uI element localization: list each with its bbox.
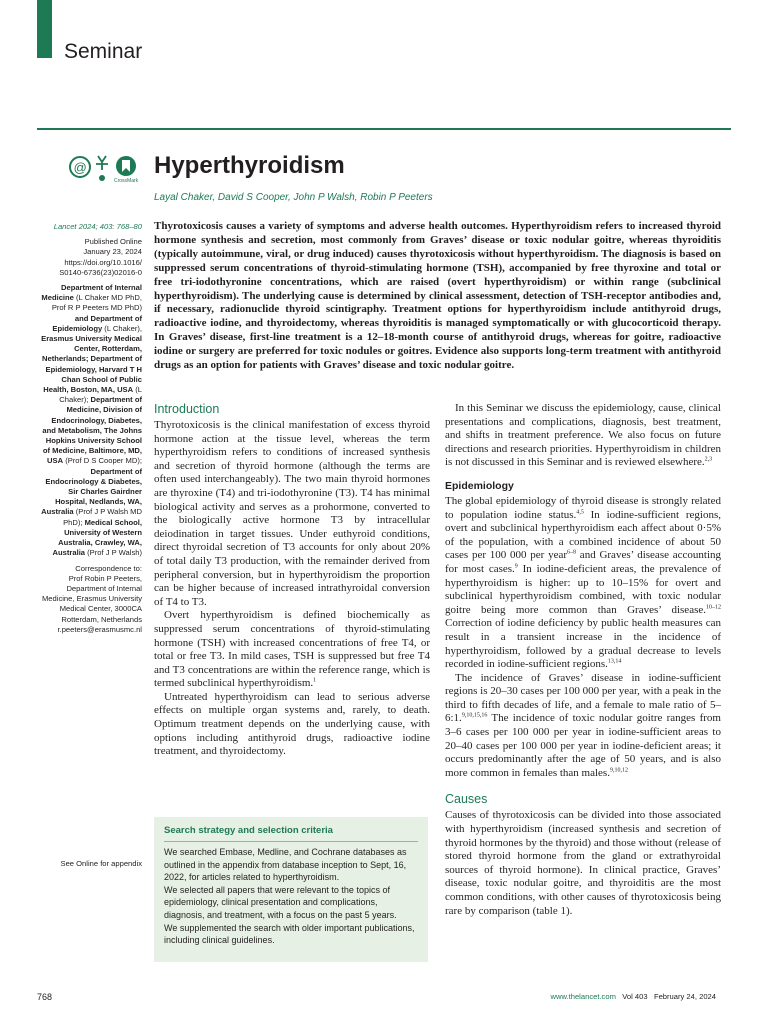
published-online-label: Published Online — [84, 237, 142, 247]
panel-paragraph: We searched Embase, Medline, and Cochrane databases as outlined in the appendix from database inception to Sept, 16, 2022, for articles related to hyperthyroidism. — [164, 847, 407, 883]
reference-marker[interactable]: 1 — [313, 677, 317, 684]
affiliations: Department of Internal Medicine (L Chaker MD PhD, Prof R P Peeters MD PhD) and Department of Epidemiology (L Chaker), Erasmus University Medical Center, Rotterdam, Netherlands; Department of Epidemiology, Harvard T H Chan School of Public Health, Boston, MA, USA (L Chaker); Department of Medicine, Division of Endocrinology, Diabetes, and Metabolism, The Johns Hopkins University School of Medicine, Baltimore, MD, USA (Prof D S Cooper MD); Department of Endocrinology & Diabetes, Sir Charles Gairdner Hospital, Nedlands, WA, Australia (Prof J P Walsh MD PhD); Medical School, University of Western Australia, Crawley, WA, Australia (Prof J P Walsh) — [41, 283, 142, 558]
correspondence-line: Medical Center, 3000CA — [59, 604, 142, 614]
search-strategy-panel — [154, 817, 428, 962]
epidemiology-heading: Epidemiology — [445, 479, 514, 492]
svg-text:@: @ — [73, 160, 87, 175]
correspondence-line: Department of Internal — [66, 583, 142, 593]
panel-paragraph: We supplemented the search with older important publications, including clinical guidelines. — [164, 922, 415, 946]
correspondence-line: Rotterdam, Netherlands — [61, 614, 142, 624]
page-number: 768 — [37, 992, 53, 1002]
introduction-heading: Introduction — [154, 402, 220, 416]
correspondence-label: Correspondence to: — [75, 563, 142, 573]
journal-footer — [550, 992, 716, 1001]
panel-title: Search strategy and selection criteria — [164, 825, 333, 836]
publish-date: January 23, 2024 — [83, 247, 142, 257]
article-metadata-sidebar — [37, 222, 142, 635]
panel-paragraph: We selected all papers that were relevant to the topics of epidemiology, clinical presentation and complications, diagnosis, and treatment, with a focus on the past 5 years. — [164, 884, 397, 920]
author-list: Layal Chaker, David S Cooper, John P Walsh, Robin P Peeters — [154, 192, 433, 203]
intro-paragraph: Overt hyperthyroidism is defined biochemically as suppressed serum concentrations of thyroid-stimulating hormone (TSH) with increased concentrations of free T4, or total or free T3. In mild cases, TSH is suppressed but free T4 and T3 concentrations are within the reference range, which is termed subclinical hyperthyroidism.$^1$ — [154, 609, 430, 690]
section-color-bar — [37, 0, 52, 58]
volume: Vol 403 — [622, 992, 648, 1001]
intro-paragraph: Untreated hyperthyroidism can lead to serious adverse effects on multiple organ systems and, rarely, to death. Optimum treatment depends on the underlying cause, with options including antithyroid drugs, radioactive iodine treatment, and thyroidectomy. — [154, 690, 430, 758]
article-title: Hyperthyroidism — [154, 152, 345, 179]
scope-paragraph: In this Seminar we discuss the epidemiology, cause, clinical presentations and complications, diagnosis, best treatment, and shifts in treatment preference. We also focus on future directions and research priorities. Hyperthyroidism in children is not discussed in this Seminar and is reviewed elsewhere.$^{2,3}$ — [445, 402, 721, 469]
see-online-note[interactable]: See Online for appendix — [60, 859, 142, 868]
left-column — [154, 402, 430, 759]
journal-site-link[interactable]: www.thelancet.com — [550, 992, 616, 1001]
epidemiology-paragraph: The incidence of Graves’ disease in iodine-sufficient regions is 20–30 cases per 100 000 per year, with a peak in the third to fifth decades of life, and a female to male ratio of 5–6:1.$^{9,10,15,16}$ The incidence of toxic nodular goitre ranges from 3–6 cases per 100 000 per year in iodine-sufficient areas to 20–40 cases per 100 000 per year in iodine-deficient areas; it occurs predominantly after the age of 50 years, and is also more common in females than males.$^{9,10,12}$ — [445, 671, 721, 779]
panel-divider — [164, 841, 418, 842]
crossmark-label: CrossMark — [114, 178, 139, 184]
correspondence-email[interactable]: r.peeters@erasmusmc.nl — [57, 624, 142, 634]
correspondence-line: Prof Robin P Peeters, — [68, 573, 142, 583]
correspondence-line: Medicine, Erasmus University — [41, 594, 142, 604]
doi-link[interactable]: https://doi.org/10.1016/ — [64, 257, 142, 267]
citation: Lancet 2024; 403: 768–80 — [53, 222, 142, 231]
issue-date: February 24, 2024 — [653, 992, 716, 1001]
panel-body — [164, 846, 418, 947]
epidemiology-paragraph: The global epidemiology of thyroid disease is strongly related to population iodine status.$^{4,5}$ In iodine-sufficient regions, overt and subclinical hyperthyroidism each affect about 0·5% of the population, with a combined incidence of about 50 cases per 100 000 per year$^{6-8}$ and Graves’ disease accounting for most cases.$^9$ In iodine-deficient areas, the prevalence of hyperthyroidism is higher: up to 10–15% for overt and subclinical hyperthyroidism combined, with toxic nodular goitre being more common than Graves’ disease.$^{10-12}$ Correction of iodine deficiency by public health measures can result in a transient increase in the incidence of hyperthyroidism, followed by a gradual decrease to levels recorded in iodine-sufficient regions.$^{13,14}$ — [445, 494, 722, 671]
causes-heading: Causes — [445, 792, 488, 807]
causes-paragraph: Causes of thyrotoxicosis can be divided into those associated with hyperthyroidism (increased synthesis and secretion of thyroid hormones by the thyroid) and those without (release of stored thyroid hormone from the gland or extrathyroidal sources of thyroid hormone). In clinical practice, Graves’ disease, toxic nodular goitre, and thyroiditis are the most common conditions, with other causes of thyrotoxicosis being rare by comparison (table 1). — [445, 809, 721, 917]
abstract: Thyrotoxicosis causes a variety of symptoms and adverse health outcomes. Hyperthyroidism refers to increased thyroid hormone synthesis and secretion, most commonly from Graves’ disease or toxic nodular goitre, whereas thyroiditis (typically autoimmune, viral, or drug induced) causes thyrotoxicosis without hyperthyroidism. The diagnosis is based on suppressed serum concentrations of thyroid-stimulating hormone (TSH), accompanied by free thyroxine and total or free tri-iodothyronine concentrations, which are raised (overt hyperthyroidism) or within range (subclinical hyperthyroidism). The underlying cause is determined by clinical assessment, detection of TSH-receptor antibodies and, if necessary, radionuclide thyroid scintigraphy. Treatment options for hyperthyroidism include antithyroid drugs, radioactive iodine, and thyroidectomy, whereas thyroiditis is managed symptomatically or with glucocorticoid therapy. In Graves’ disease, first-line treatment is a 12–18-month course of antithyroid drugs, whereas for goitre, radioactive iodine or surgery are preferred for toxic nodules or goitres. Evidence also supports long-term treatment with antithyroid drugs as an option for patients with Graves’ disease and toxic nodular goitre. — [154, 220, 721, 372]
intro-paragraph: Thyrotoxicosis is the clinical manifestation of excess thyroid hormone action at the tissue level, whereas the term hyperthyroidism refers to conditions of increased synthesis and secretion of thyroid hormone (although the terms are often used interchangeably). The two main thyroid hormones are thyroxine (T4) and tri-iodothyronine (T3). T4 has minimal biological activity and serves as a prohormone, converted to the biologically active hormone T3 by intracellular deiodination in target tissues. Under euthyroid conditions, direct thyroidal secretion of T3 accounts for only about 20% of total daily T3 production, with the remainder derived from peripheral conversion, but in hyperthyroidism the proportion can be higher because of increased intrathyroidal conversion of T4 to T3. — [154, 419, 430, 608]
header-rule — [37, 128, 731, 130]
right-column — [445, 402, 721, 918]
doi-id: S0140-6736(23)02016-0 — [59, 267, 142, 277]
section-label: Seminar — [64, 40, 143, 63]
reference-marker[interactable]: 2,3 — [704, 456, 713, 463]
publisher-logos — [68, 152, 148, 186]
